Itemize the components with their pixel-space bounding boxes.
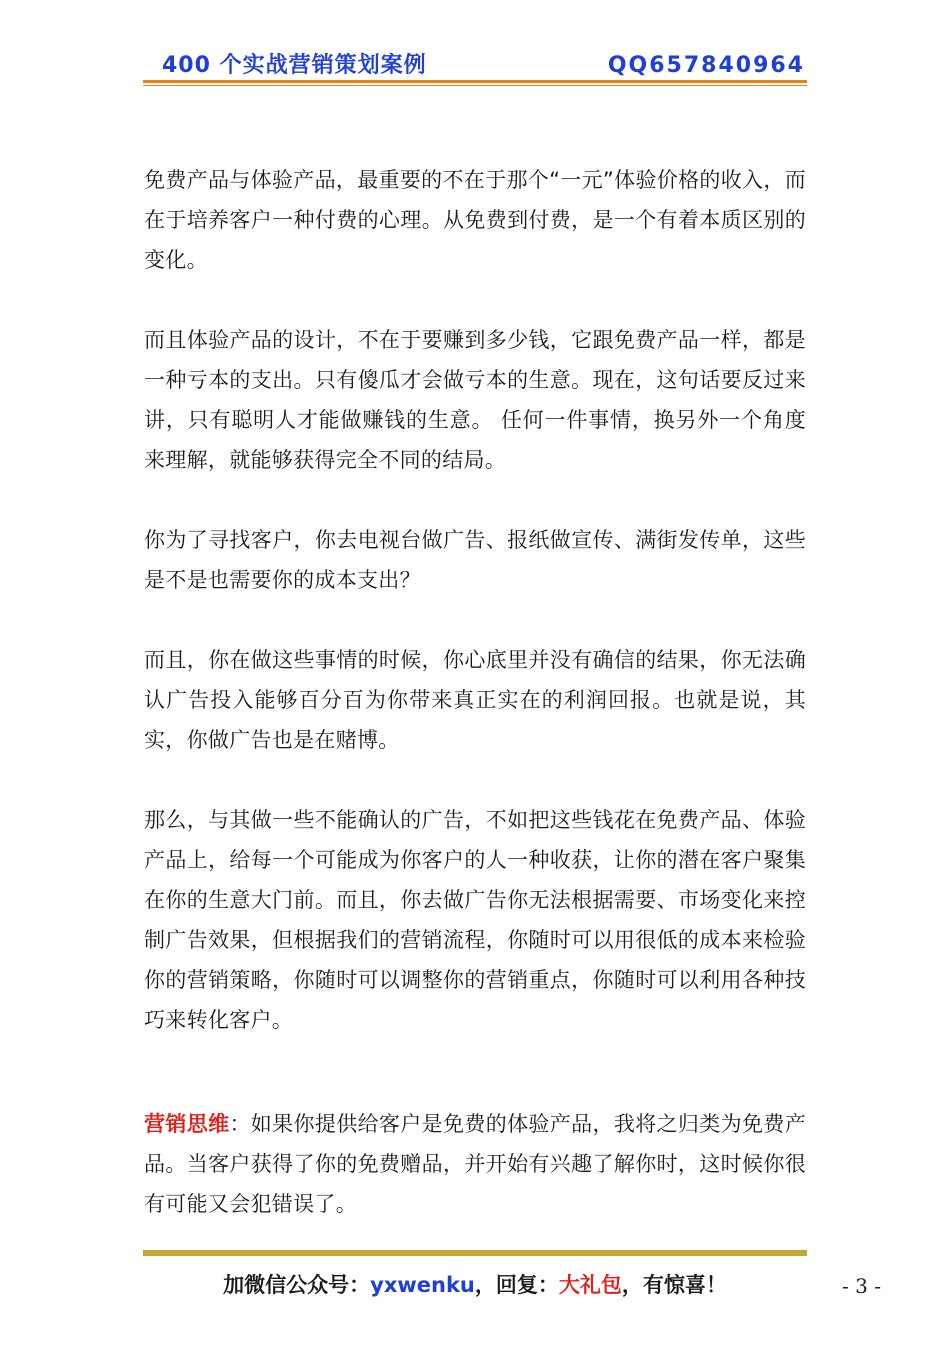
document-body	[144, 160, 806, 1264]
footer-account: yxwenku	[370, 1273, 475, 1297]
header-title: 400 个实战营销策划案例	[162, 53, 427, 78]
paragraph-5: 那么，与其做一些不能确认的广告，不如把这些钱花在免费产品、体验产品上，给每一个可能成为你客户的人一种收获，让你的潜在客户聚集在你的生意大门前。而且，你去做广告你无法根据需要、市场变化来控制广告效果，但根据我们的营销流程，你随时可以用很低的成本来检验你的营销策略，你随时可以调整你的营销重点，你随时可以利用各种技巧来转化客户。	[144, 808, 806, 1032]
footer-suffix: ，有惊喜！	[621, 1273, 727, 1297]
marketing-thinking-label: 营销思维	[144, 1112, 230, 1136]
paragraph-3: 你为了寻找客户，你去电视台做广告、报纸做宣传、满街发传单，这些是不是也需要你的成本支出？	[144, 528, 806, 592]
header-divider-thin	[143, 85, 807, 86]
paragraph-4: 而且，你在做这些事情的时候，你心底里并没有确信的结果，你无法确认广告投入能够百分百为你带来真正实在的利润回报。也就是说，其实，你做广告也是在赌博。	[144, 648, 806, 752]
footer-divider	[143, 1250, 807, 1256]
paragraph-2: 而且体验产品的设计，不在于要赚到多少钱，它跟免费产品一样，都是一种亏本的支出。只有傻瓜才会做亏本的生意。现在，这句话要反过来讲，只有聪明人才能做赚钱的生意。 任何一件事情，换另外一个角度来理解，就能够获得完全不同的结局。	[144, 328, 806, 472]
footer-prefix: 加微信公众号：	[223, 1273, 371, 1297]
footer-promo	[0, 1270, 950, 1300]
footer-gift: 大礼包	[558, 1273, 622, 1297]
paragraph-1: 免费产品与体验产品，最重要的不在于那个“一元”体验价格的收入，而在于培养客户一种付费的心理。从免费到付费，是一个有着本质区别的变化。	[144, 168, 806, 272]
marketing-thinking-text: ：如果你提供给客户是免费的体验产品，我将之归类为免费产品。当客户获得了你的免费赠品，并开始有兴趣了解你时，这时候你很有可能又会犯错误了。	[144, 1112, 806, 1216]
page-number: - 3 -	[842, 1274, 881, 1298]
footer-middle: ，回复：	[474, 1273, 559, 1297]
marketing-thinking-paragraph	[144, 1104, 806, 1224]
header-divider	[143, 80, 807, 83]
header-qq: QQ657840964	[607, 53, 805, 78]
